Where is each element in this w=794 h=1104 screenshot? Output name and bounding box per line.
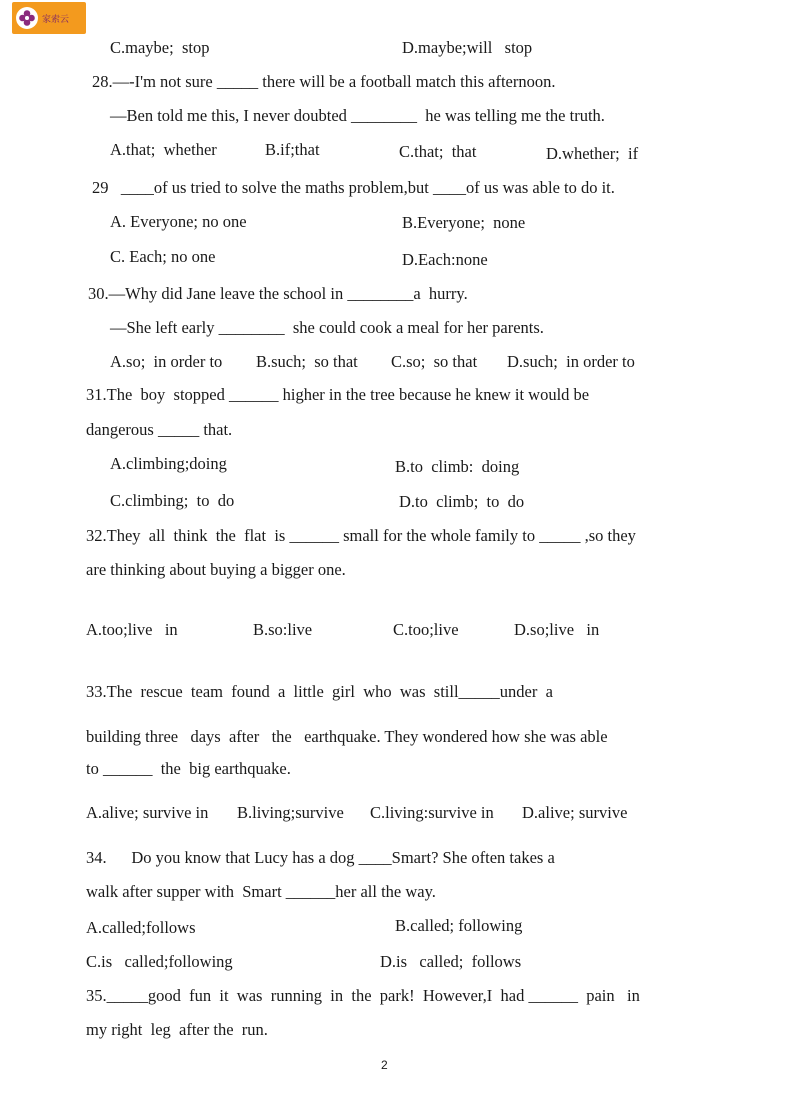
page-number: 2 bbox=[381, 1058, 388, 1072]
q32-stem-2: are thinking about buying a bigger one. bbox=[86, 560, 346, 579]
q28-stem-1: 28.—-I'm not sure _____ there will be a football match this afternoon. bbox=[92, 72, 556, 91]
q30-option-c: C.so; so that bbox=[391, 352, 478, 371]
q32-option-a: A.too;live in bbox=[86, 620, 178, 639]
q35-stem-1: 35._____good fun it was running in the park! However,I had ______ pain in bbox=[86, 986, 640, 1005]
q31-option-d: D.to climb; to do bbox=[399, 492, 525, 511]
q30-stem-2: —She left early ________ she could cook a meal for her parents. bbox=[110, 318, 544, 337]
flower-logo-icon bbox=[16, 7, 38, 29]
q33-option-a: A.alive; survive in bbox=[86, 803, 209, 822]
q34-option-a: A.called;follows bbox=[86, 918, 196, 937]
q31-option-b: B.to climb: doing bbox=[395, 457, 520, 476]
q30-stem-1: 30.—Why did Jane leave the school in ________a hurry. bbox=[88, 284, 468, 303]
q29-option-d: D.Each:none bbox=[402, 250, 488, 269]
q34-stem-2: walk after supper with Smart ______her all the way. bbox=[86, 882, 436, 901]
q28-option-d: D.whether; if bbox=[546, 144, 639, 163]
q28-stem-2: —Ben told me this, I never doubted ________ he was telling me the truth. bbox=[110, 106, 605, 125]
q31-stem-2: dangerous _____ that. bbox=[86, 420, 233, 439]
q32-option-b: B.so:live bbox=[253, 620, 313, 639]
q32-stem-1: 32.They all think the flat is ______ small for the whole family to _____ ,so they bbox=[86, 526, 636, 545]
q31-option-a: A.climbing;doing bbox=[110, 454, 227, 473]
q34-option-b: B.called; following bbox=[395, 916, 523, 935]
q31-option-c: C.climbing; to do bbox=[110, 491, 235, 510]
q33-stem-1: 33.The rescue team found a little girl who was still_____under a bbox=[86, 682, 553, 701]
q27-option-c: C.maybe; stop bbox=[110, 38, 210, 57]
q34-option-d: D.is called; follows bbox=[380, 952, 522, 971]
q30-option-d: D.such; in order to bbox=[507, 352, 635, 371]
q33-option-c: C.living:survive in bbox=[370, 803, 494, 822]
q34-option-c: C.is called;following bbox=[86, 952, 233, 971]
q35-stem-2: my right leg after the run. bbox=[86, 1020, 268, 1039]
q27-option-d: D.maybe;will stop bbox=[402, 38, 533, 57]
q30-option-a: A.so; in order to bbox=[110, 352, 223, 371]
q29-option-b: B.Everyone; none bbox=[402, 213, 526, 232]
q32-option-c: C.too;live bbox=[393, 620, 459, 639]
q33-stem-2: building three days after the earthquake. They wondered how she was able bbox=[86, 727, 608, 746]
q31-stem-1: 31.The boy stopped ______ higher in the tree because he knew it would be bbox=[86, 385, 590, 404]
q28-option-c: C.that; that bbox=[399, 142, 477, 161]
header-logo bbox=[12, 2, 86, 34]
q28-option-a: A.that; whether bbox=[110, 140, 217, 159]
q28-option-b: B.if;that bbox=[265, 140, 320, 159]
q34-stem-1: 34. Do you know that Lucy has a dog ____Smart? She often takes a bbox=[86, 848, 555, 867]
q33-option-d: D.alive; survive bbox=[522, 803, 628, 822]
q29-option-a: A. Everyone; no one bbox=[110, 212, 247, 231]
q33-stem-3: to ______ the big earthquake. bbox=[86, 759, 291, 778]
q30-option-b: B.such; so that bbox=[256, 352, 358, 371]
q33-option-b: B.living;survive bbox=[237, 803, 344, 822]
q32-option-d: D.so;live in bbox=[514, 620, 600, 639]
q29-option-c: C. Each; no one bbox=[110, 247, 216, 266]
logo-text: 家索云 bbox=[42, 14, 70, 25]
q29-stem: 29 ____of us tried to solve the maths problem,but ____of us was able to do it. bbox=[92, 178, 615, 197]
